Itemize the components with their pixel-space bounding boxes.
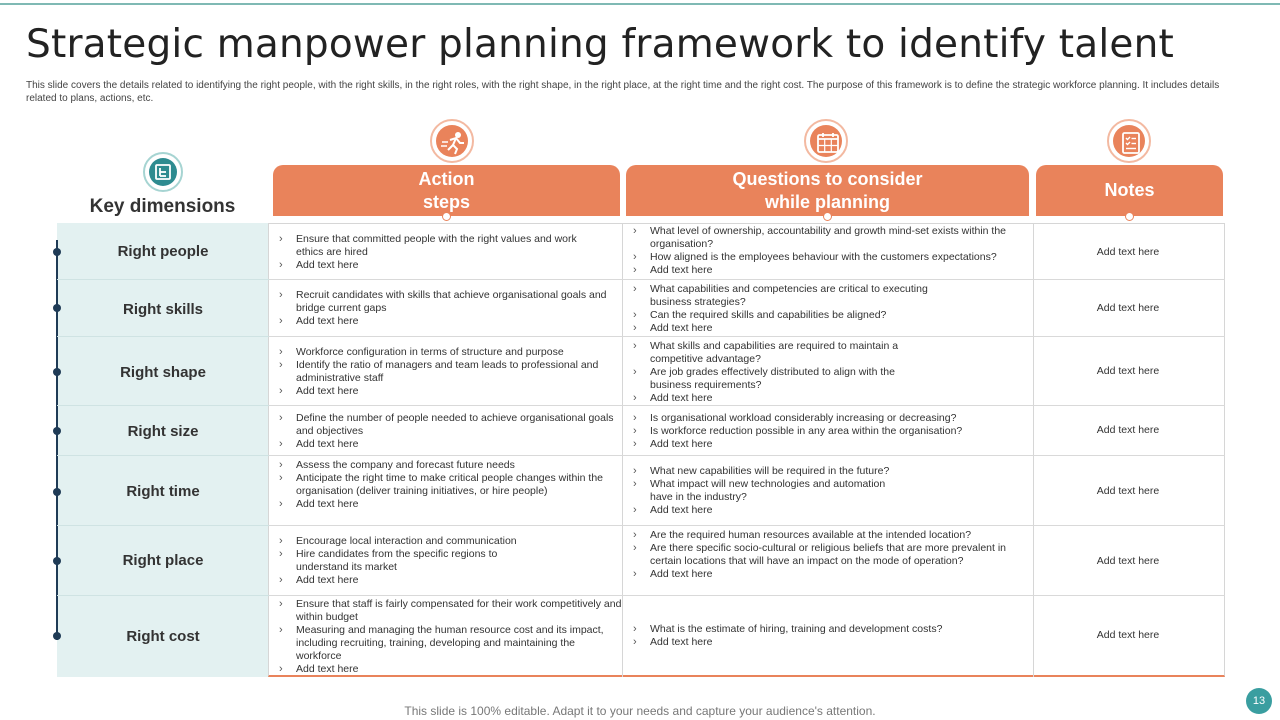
list-item: › Measuring and managing the human resource cost and its impact, including recruiting, training, developing and maintaining the workforce [277,624,622,663]
questions-cell [631,623,1026,649]
dimension-label: Right people [117,243,209,260]
checklist-icon [1107,119,1151,163]
note-cell[interactable]: Add text here [1096,302,1160,314]
list-item: › What capabilities and competencies are critical to executing business strategies? [631,283,931,309]
list-item: › How aligned is the employees behaviour with the customers expectations? [631,251,1021,264]
list-item: › Add text here [277,259,607,272]
list-item: › Can the required skills and capabilities be aligned? [631,309,931,322]
list-item: › Add text here [277,574,537,587]
list-item: › Are job grades effectively distributed to align with the business requirements? [631,366,901,392]
table-row [57,456,1225,526]
action-steps-cell [277,412,617,451]
list-item: › Add text here [631,438,1021,451]
key-dimensions-heading: Key dimensions [89,196,236,217]
list-item: › Is organisational workload considerably increasing or decreasing? [631,412,1021,425]
list-item: › Add text here [277,315,607,328]
list-item: › What impact will new technologies and automation have in the industry? [631,478,901,504]
list-item: › Add text here [631,568,1026,581]
questions-cell [631,412,1021,451]
action-steps-cell [277,598,622,676]
list-item: › Add text here [277,385,617,398]
dimension-label: Right place [122,552,204,569]
top-rule [0,3,1280,5]
action-steps-header: Action steps [273,165,620,216]
questions-header: Questions to consider while planning [626,165,1029,216]
note-cell[interactable]: Add text here [1096,365,1160,377]
list-item: › Add text here [631,264,1021,277]
table-row [57,596,1225,677]
list-item: › Add text here [631,392,901,405]
runner-icon [430,119,474,163]
table-row [57,406,1225,456]
slide-title: Strategic manpower planning framework to identify talent [26,22,1175,67]
notes-header: Notes [1036,165,1223,216]
action-steps-cell [277,346,617,398]
action-steps-cell [277,459,607,511]
questions-cell [631,283,931,335]
slide-subtitle: This slide covers the details related to identifying the right people, with the right skills, in the right roles, with the right shape, in the right place, at the right time and the right cost. The purpose of this framework is to define the strategic workforce planning. It includes details related to plans, actions, etc. [26,80,1220,104]
list-item: › Define the number of people needed to achieve organisational goals and objectives [277,412,617,438]
dimension-label: Right skills [122,301,204,318]
list-item: › Add text here [277,438,617,451]
list-item: › Add text here [277,663,622,676]
note-cell[interactable]: Add text here [1096,424,1160,436]
questions-cell [631,529,1026,581]
list-item: › Recruit candidates with skills that achieve organisational goals and bridge current gaps [277,289,607,315]
list-item: › What level of ownership, accountability and growth mind-set exists within the organisation? [631,225,1021,251]
list-item: › What new capabilities will be required in the future? [631,465,901,478]
table-row [57,280,1225,337]
list-item: › Encourage local interaction and communication [277,535,537,548]
questions-cell [631,340,901,405]
hierarchy-icon [143,152,183,192]
dimension-label: Right cost [126,628,200,645]
table-row [57,526,1225,596]
list-item: › Assess the company and forecast future needs [277,459,607,472]
table-row [57,223,1225,280]
dimension-label: Right shape [120,364,206,381]
list-item: › Ensure that committed people with the right values and work ethics are hired [277,233,607,259]
list-item: › Ensure that staff is fairly compensated for their work competitively and within budget [277,598,622,624]
list-item: › Hire candidates from the specific regions to understand its market [277,548,537,574]
calendar-icon [804,119,848,163]
note-cell[interactable]: Add text here [1096,629,1160,641]
list-item: › Is workforce reduction possible in any area within the organisation? [631,425,1021,438]
table-row [57,337,1225,406]
dimension-label: Right size [127,423,199,440]
list-item: › What is the estimate of hiring, training and development costs? [631,623,1026,636]
note-cell[interactable]: Add text here [1096,246,1160,258]
footer-text: This slide is 100% editable. Adapt it to your needs and capture your audience's attention. [404,704,876,718]
note-cell[interactable]: Add text here [1096,555,1160,567]
dimension-label: Right time [126,483,200,500]
questions-cell [631,465,901,517]
list-item: › Identify the ratio of managers and team leads to professional and administrative staff [277,359,617,385]
list-item: › Workforce configuration in terms of structure and purpose [277,346,617,359]
action-steps-cell [277,535,537,587]
questions-cell [631,225,1021,277]
action-steps-cell [277,233,607,272]
list-item: › Add text here [277,498,607,511]
list-item: › Are there specific socio-cultural or religious beliefs that are more prevalent in certain locations that will have an impact on the mode of operation? [631,542,1026,568]
note-cell[interactable]: Add text here [1096,485,1160,497]
list-item: › Add text here [631,322,931,335]
list-item: › Add text here [631,504,901,517]
list-item: › Add text here [631,636,1026,649]
list-item: › Are the required human resources available at the intended location? [631,529,1026,542]
list-item: › Anticipate the right time to make critical people changes within the organisation (deliver training initiatives, or hire people) [277,472,607,498]
list-item: › What skills and capabilities are required to maintain a competitive advantage? [631,340,901,366]
action-steps-cell [277,289,607,328]
page-number: 13 [1246,688,1272,714]
